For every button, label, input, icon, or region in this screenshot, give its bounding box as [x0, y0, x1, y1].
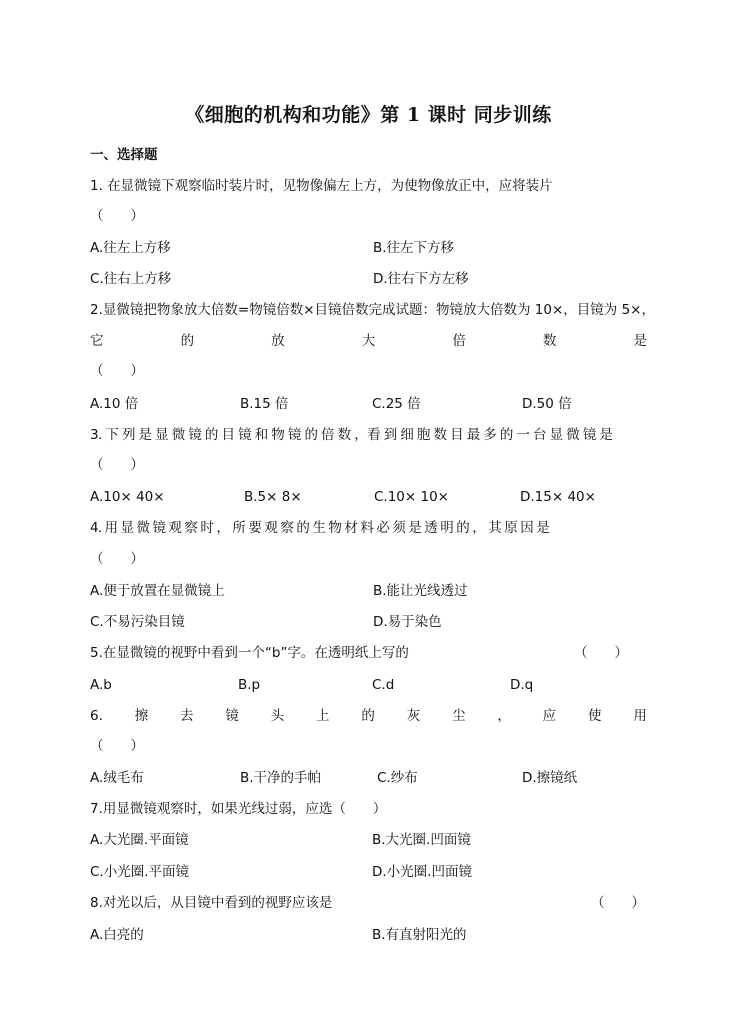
question-4-stem: 4. 用 显 微 镜 观 察 时 ， 所 要 观 察 的 生 物 材 料 必 须 是 透 明 的 ， 其 原 因 是	[90, 520, 549, 536]
stem-word: 去	[180, 708, 194, 724]
question-1-option-a: A.往左上方移	[90, 240, 171, 256]
question-3-paren: （ ）	[90, 457, 144, 473]
question-6-option-b: B.干净的手帕	[240, 770, 322, 786]
question-3-option-d: D.15× 40×	[520, 489, 596, 505]
question-8-stem: 8.对光以后，从目镜中看到的视野应该是	[90, 895, 333, 911]
question-3-option-a: A.10× 40×	[90, 489, 165, 505]
stem-word: 用	[633, 708, 647, 724]
question-4-option-b: B.能让光线透过	[373, 583, 468, 599]
question-4-option-d: D.易于染色	[373, 614, 442, 630]
stem-word: 头	[270, 708, 285, 724]
stem-word: 的	[361, 708, 375, 724]
question-2-option-d: D.50 倍	[522, 396, 572, 412]
question-8-paren: （ ）	[591, 895, 645, 911]
stem-word: 使	[588, 708, 602, 724]
question-3-option-b: B.5× 8×	[244, 489, 302, 505]
stem-word: 大	[361, 333, 376, 349]
question-7-stem: 7.用显微镜观察时，如果光线过弱，应选（ ）	[90, 801, 387, 817]
question-7-option-a: A.大光圈.平面镜	[90, 832, 189, 848]
question-2-option-a: A.10 倍	[90, 396, 139, 412]
question-6-option-d: D.擦镜纸	[522, 770, 578, 786]
question-6-stem	[90, 707, 647, 725]
question-7-option-c: C.小光圈.平面镜	[90, 864, 190, 880]
question-1-paren: （ ）	[90, 208, 144, 224]
stem-word: 数	[542, 333, 557, 349]
question-6-option-c: C.纱布	[377, 770, 418, 786]
stem-word: 的	[180, 333, 195, 349]
question-1-option-d: D.往右下方左移	[373, 271, 469, 287]
page-title: 《细胞的机构和功能》第 1 课时 同步训练	[185, 104, 552, 126]
stem-word: ，	[497, 708, 511, 724]
stem-word: 倍	[452, 333, 466, 349]
question-3-stem: 3. 下 列 是 显 微 镜 的 目 镜 和 物 镜 的 倍 数 ，看 到 细 胞 数 目 最 多 的 一 台 显 微 镜 是	[90, 427, 613, 443]
question-2-option-c: C.25 倍	[372, 396, 421, 412]
question-5-stem: 5.在显微镜的视野中看到一个“b”字。在透明纸上写的	[90, 645, 409, 661]
stem-word: 它	[90, 333, 104, 349]
stem-word: 6.	[90, 708, 103, 724]
question-4-option-c: C.不易污染目镜	[90, 614, 185, 630]
question-1-option-b: B.往左下方移	[373, 240, 455, 256]
question-4-paren: （ ）	[90, 551, 144, 567]
question-4-option-a: A.便于放置在显微镜上	[90, 583, 225, 599]
question-3-option-c: C.10× 10×	[374, 489, 449, 505]
question-1-option-c: C.往右上方移	[90, 271, 172, 287]
question-2-paren: （ ）	[90, 363, 144, 379]
stem-word: 擦	[134, 708, 149, 724]
question-5-option-a: A.b	[90, 677, 112, 693]
question-2-stem-continued	[90, 332, 647, 350]
question-1-stem: 1. 在显微镜下观察临时装片时，见物像偏左上方，为使物像放正中，应将装片	[90, 178, 553, 194]
question-5-option-d: D.q	[510, 677, 534, 693]
question-7-option-b: B.大光圈.凹面镜	[372, 832, 471, 848]
question-6-paren: （ ）	[90, 738, 144, 754]
question-5-option-b: B.p	[238, 677, 261, 693]
stem-word: 放	[271, 333, 285, 349]
question-8-option-b: B.有直射阳光的	[372, 927, 467, 943]
question-6-option-a: A.绒毛布	[90, 770, 144, 786]
stem-word: 尘	[452, 708, 466, 724]
question-5-paren: （ ）	[574, 645, 628, 661]
stem-word: 上	[316, 708, 330, 724]
stem-word: 灰	[406, 708, 421, 724]
question-2-stem: 2.显微镜把物象放大倍数=物镜倍数×目镜倍数完成试题：物镜放大倍数为 10×，目镜为 5×，	[90, 302, 655, 318]
stem-word: 镜	[225, 708, 239, 724]
stem-word: 应	[542, 708, 557, 724]
question-2-option-b: B.15 倍	[240, 396, 289, 412]
question-5-option-c: C.d	[372, 677, 395, 693]
section-heading: 一、选择题	[90, 147, 158, 163]
stem-word: 是	[633, 333, 647, 349]
question-8-option-a: A.白亮的	[90, 927, 144, 943]
question-7-option-d: D.小光圈.凹面镜	[372, 864, 472, 880]
